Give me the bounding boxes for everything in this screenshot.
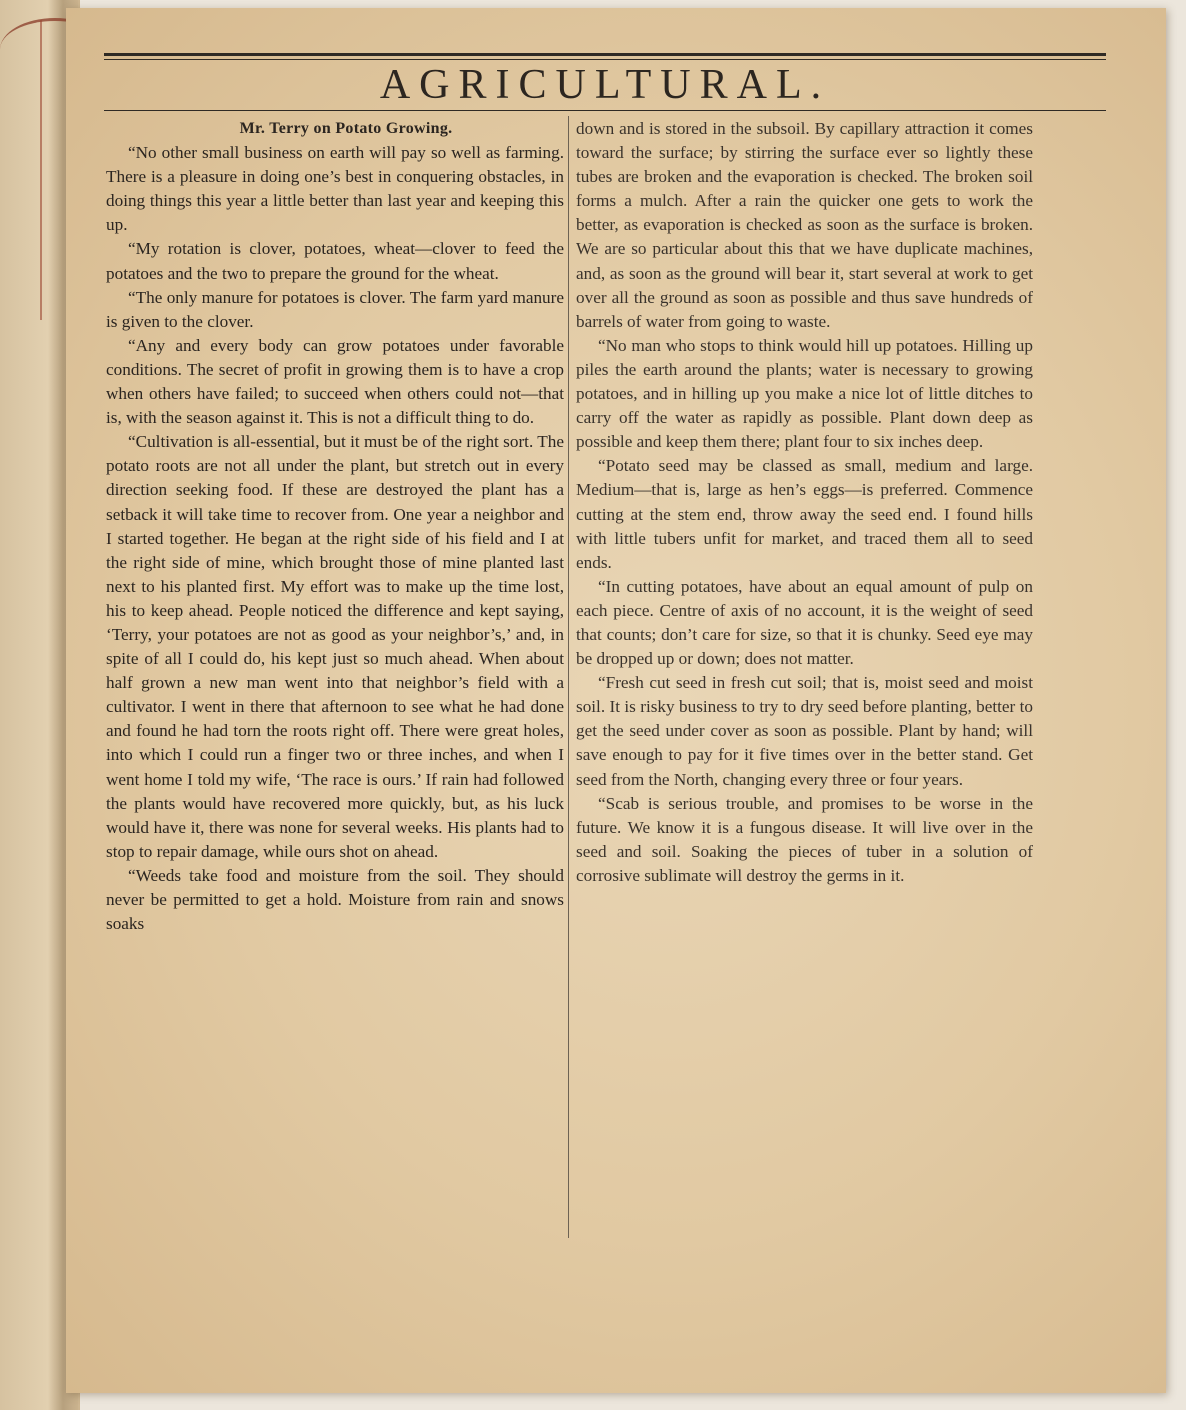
section-header: AGRICULTURAL. (379, 62, 831, 108)
paragraph: “Weeds take food and moisture from the soil. They should never be permitted to get a hold. Moisture from rain and snows soaks (106, 865, 564, 934)
paragraph: “Cultivation is all-essential, but it must be of the right sort. The potato roots are not all under the plant, but stretch out in every direction seeking food. If these are destroyed the plant has a setback it will take time to recover from. One year a neighbor and I started together. He began at the right side of his field and I at the right side of mine, which brought those of mine planted last next to his planted first. My effort was to make up the time lost, his to keep ahead. People noticed the difference and kept saying, ‘Terry, your potatoes are not as good as your neighbor’s,’ and, in spite of all I could do, his kept just so much ahead. When about half grown a new man went into that neighbor’s field with a cultivator. I went in there that afternoon to see what he had done and found he had torn the roots right off. There were great holes, into which I could run a finger two or three inches, and when I went home I told my wife, ‘The race is ours.’ If rain had followed the plants would have recovered more quickly, but, as his luck would have it, there was none for several weeks. His plants had to stop to repair damage, while ours shot on ahead. (106, 432, 564, 861)
header-rule-thick (104, 53, 1106, 56)
paragraph: “In cutting potatoes, have about an equal amount of pulp on each piece. Centre of axis of no account, it is the weight of seed that counts; don’t care for size, so that it is chunky. Seed eye may be dropped up or down; does not matter. (576, 576, 1033, 669)
paragraph: “My rotation is clover, potatoes, wheat—clover to feed the potatoes and the two to prepare the ground for the wheat. (106, 239, 564, 283)
column-divider (568, 116, 569, 1238)
header-rule-bottom (104, 110, 1106, 111)
paragraph: “No man who stops to think would hill up potatoes. Hilling up piles the earth around the plants; water is necessary to growing potatoes, and in hilling up you make a nice lot of little ditches to carry off the water as rapidly as possible. Plant down deep as possible and keep them there; plant four to six inches deep. (576, 335, 1033, 452)
paragraph: “Fresh cut seed in fresh cut soil; that is, moist seed and moist soil. It is risky business to try to dry seed before planting, better to get the seed under cover as soon as possible. Plant by hand; will save enough to pay for it five times over in the better stand. Get seed from the North, changing every three or four years. (576, 673, 1033, 789)
paragraph: “Any and every body can grow potatoes under favorable conditions. The secret of profit in growing them is to have a crop when others have failed; to succeed when others could not—that is, with the season against it. This is not a difficult thing to do. (106, 335, 564, 428)
paragraph: “Scab is serious trouble, and promises to be worse in the future. We know it is a fungous disease. It will live over in the seed and soil. Soaking the pieces of tuber in a solution of corrosive sublimate will destroy the germs in it. (576, 793, 1033, 885)
paragraph: “Potato seed may be classed as small, medium and large. Medium—that is, large as hen’s eggs—is preferred. Commence cutting at the stem end, throw away the seed end. I found hills with little tubers unfit for market, and traced them all to seed ends. (576, 456, 1033, 572)
header-rule-thin (104, 59, 1106, 60)
binding-thread (40, 20, 52, 320)
paragraph: “The only manure for potatoes is clover. The farm yard manure is given to the clover. (106, 287, 564, 331)
article-title: Mr. Terry on Potato Growing. (239, 120, 453, 137)
paragraph-continued: down and is stored in the subsoil. By capillary attraction it comes toward the surface; by stirring the surface ever so lightly these tubes are broken and the evaporation is checked. The broken soil forms a mulch. After a rain the quicker one gets to work the better, as evaporation is checked as soon as the surface is broken. We are so particular about this that we have duplicate machines, and, as soon as the ground will bear it, start several at work to get over all the ground as soon as possible and thus save hundreds of barrels of water from going to waste. (576, 119, 1033, 331)
paragraph: “No other small business on earth will pay so well as farming. There is a pleasure in doing one’s best in conquering obstacles, in doing things this year a little better than last year and keeping this up. (106, 143, 564, 235)
right-column (576, 117, 1033, 888)
left-column (106, 117, 564, 936)
